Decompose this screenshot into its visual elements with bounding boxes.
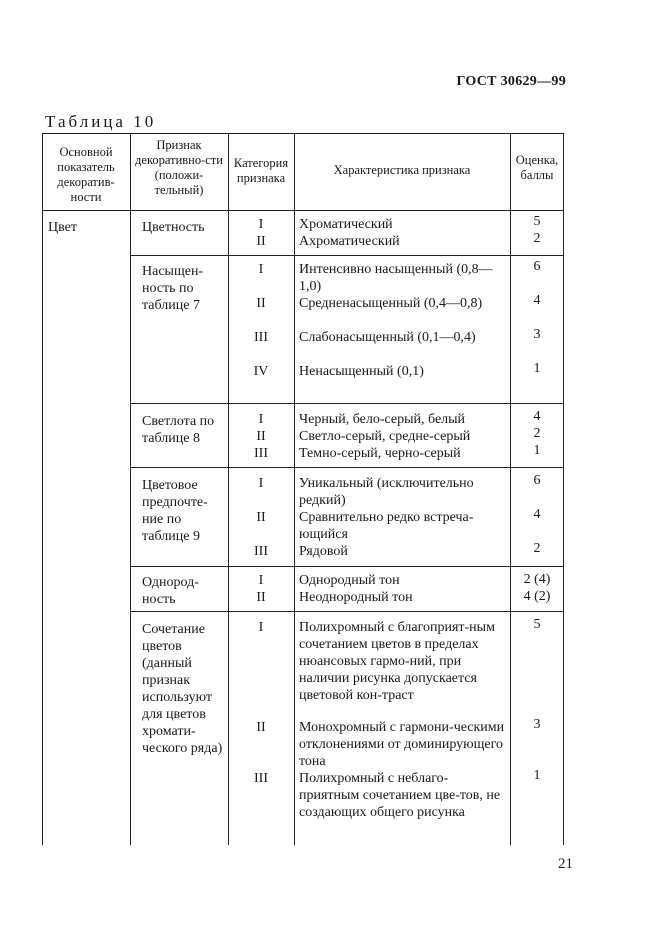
- header-main-indicator: Основной показатель декоратив-ности: [57, 145, 115, 204]
- characteristic-text: Монохромный с гармони-ческими отклонениями от доминирующего тона: [299, 720, 505, 769]
- characteristic-text: Полихромный с неблаго-приятным сочетанием цве-тов, не создающих общего рисунка: [299, 771, 501, 820]
- characteristic-text: Светло-серый, средне-серый: [299, 429, 471, 444]
- col-divider-2: [228, 133, 229, 845]
- row-divider: [130, 467, 564, 468]
- score-value: 6: [533, 473, 541, 488]
- indicator-color: Цвет: [48, 220, 77, 235]
- category-value: II: [256, 429, 266, 444]
- page-number: 21: [558, 856, 573, 872]
- score-value: 5: [533, 214, 541, 229]
- attribute-table: [42, 133, 564, 845]
- header-attribute: Признак декоративно-сти (положи-тельный): [135, 138, 223, 197]
- characteristic-text: Однородный тон: [299, 573, 400, 588]
- row-divider: [130, 403, 564, 404]
- table-border-left: [42, 133, 43, 845]
- score-value: 4: [533, 293, 541, 308]
- score-value: 4 (2): [523, 589, 551, 604]
- characteristic-text: Черный, бело-серый, белый: [299, 412, 466, 427]
- table-title: Таблица 10: [45, 112, 157, 131]
- characteristic-text: Полихромный с благоприят-ным сочетанием цветов в пределах нюансовых гармо-ний, при наличии рисунка допускается цветовой кон-траст: [299, 620, 495, 703]
- category-value: I: [258, 620, 264, 635]
- characteristic-text: Уникальный (исключительно редкий): [299, 476, 474, 508]
- category-value: I: [258, 217, 264, 232]
- category-value: I: [258, 412, 264, 427]
- score-value: 4: [533, 409, 541, 424]
- table-border-right: [563, 133, 564, 845]
- header-divider: [42, 210, 564, 211]
- characteristic-text: Ненасыщенный (0,1): [299, 364, 424, 379]
- score-value: 2: [533, 426, 541, 441]
- attribute-name: Сочетание цветов (данный признак используют для цветов хромати-ческого ряда): [142, 622, 223, 756]
- attribute-name: Цветовое предпочте-ние по таблице 9: [142, 478, 208, 544]
- characteristic-text: Хроматический: [299, 217, 393, 232]
- category-value: III: [254, 446, 268, 461]
- characteristic-text: Рядовой: [299, 544, 348, 559]
- score-value: 2 (4): [523, 572, 551, 587]
- row-divider: [130, 611, 564, 612]
- score-value: 1: [533, 443, 541, 458]
- header-category: Категория признака: [233, 156, 289, 185]
- header-characteristic: Характеристика признака: [333, 163, 471, 177]
- score-value: 6: [533, 259, 541, 274]
- col-divider-1: [130, 133, 131, 845]
- score-value: 1: [533, 768, 541, 783]
- category-value: III: [254, 330, 268, 345]
- characteristic-text: Средненасыщенный (0,4—0,8): [299, 296, 483, 311]
- category-value: II: [256, 234, 266, 249]
- category-value: II: [256, 720, 266, 735]
- characteristic-text: Интенсивно насыщенный (0,8—1,0): [299, 262, 493, 294]
- col-divider-3: [294, 133, 295, 845]
- characteristic-text: Сравнительно редко встреча-ющийся: [299, 510, 474, 542]
- row-divider: [130, 255, 564, 256]
- category-value: II: [256, 510, 266, 525]
- category-value: I: [258, 476, 264, 491]
- attribute-name: Насыщен-ность по таблице 7: [142, 264, 204, 313]
- score-value: 2: [533, 541, 541, 556]
- header-score: Оценка, баллы: [515, 153, 559, 182]
- score-value: 2: [533, 231, 541, 246]
- characteristic-text: Слабонасыщенный (0,1—0,4): [299, 330, 476, 345]
- attribute-name: Цветность: [142, 220, 205, 235]
- characteristic-text: Неоднородный тон: [299, 590, 413, 605]
- characteristic-text: Ахроматический: [299, 234, 400, 249]
- attribute-name: Светлота по таблице 8: [142, 414, 215, 446]
- category-value: IV: [253, 364, 269, 379]
- category-value: III: [254, 771, 268, 786]
- category-value: II: [256, 590, 266, 605]
- attribute-name: Однород-ность: [142, 575, 199, 607]
- category-value: I: [258, 573, 264, 588]
- row-divider: [130, 566, 564, 567]
- characteristic-text: Темно-серый, черно-серый: [299, 446, 461, 461]
- category-value: II: [256, 296, 266, 311]
- category-value: III: [254, 544, 268, 559]
- document-header: ГОСТ 30629—99: [456, 74, 566, 89]
- category-value: I: [258, 262, 264, 277]
- col-divider-4: [510, 133, 511, 845]
- score-value: 4: [533, 507, 541, 522]
- score-value: 5: [533, 617, 541, 632]
- table-border-top: [42, 133, 564, 134]
- score-value: 1: [533, 361, 541, 376]
- score-value: 3: [533, 717, 541, 732]
- score-value: 3: [533, 327, 541, 342]
